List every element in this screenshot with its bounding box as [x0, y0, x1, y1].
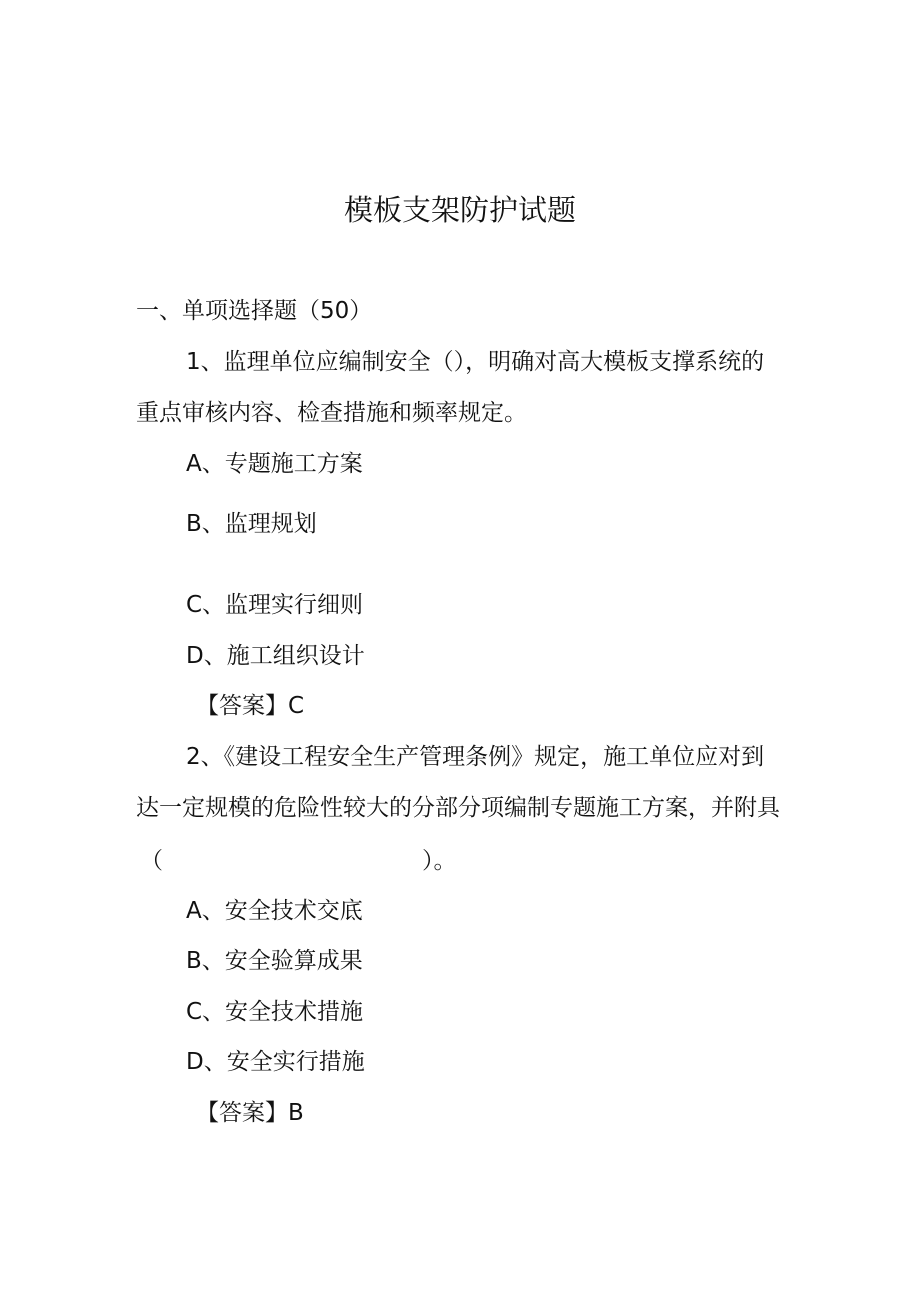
question-1-option-c: C、监理实行细则	[186, 592, 364, 618]
question-2-stem-line-1: 2、《建设工程安全生产管理条例》规定，施工单位应对到	[186, 744, 765, 770]
question-2-answer: 【答案】B	[196, 1100, 304, 1126]
question-1-option-b: B、监理规划	[186, 511, 317, 537]
question-2-option-c: C、安全技术措施	[186, 999, 364, 1025]
question-2-option-a: A、安全技术交底	[186, 898, 363, 924]
question-2-option-b: B、安全验算成果	[186, 948, 363, 974]
page-title: 模板支架防护试题	[343, 193, 576, 227]
question-1-stem-line-1: 1、监理单位应编制安全（），明确对高大模板支撑系统的	[186, 349, 765, 375]
question-1-stem-line-2: 重点审核内容、检查措施和频率规定。	[136, 400, 527, 426]
question-1-answer: 【答案】C	[196, 693, 305, 719]
question-1-option-a: A、专题施工方案	[186, 451, 363, 477]
section-heading: 一、单项选择题（50）	[136, 298, 373, 324]
question-2-stem-line-2: 达一定规模的危险性较大的分部分项编制专题施工方案，并附具	[136, 795, 780, 821]
question-1-option-d: D、施工组织设计	[186, 643, 365, 669]
question-2-blank-close: ）。	[422, 848, 457, 874]
question-2-option-d: D、安全实行措施	[186, 1049, 365, 1075]
question-2-blank-open: （	[140, 848, 163, 874]
